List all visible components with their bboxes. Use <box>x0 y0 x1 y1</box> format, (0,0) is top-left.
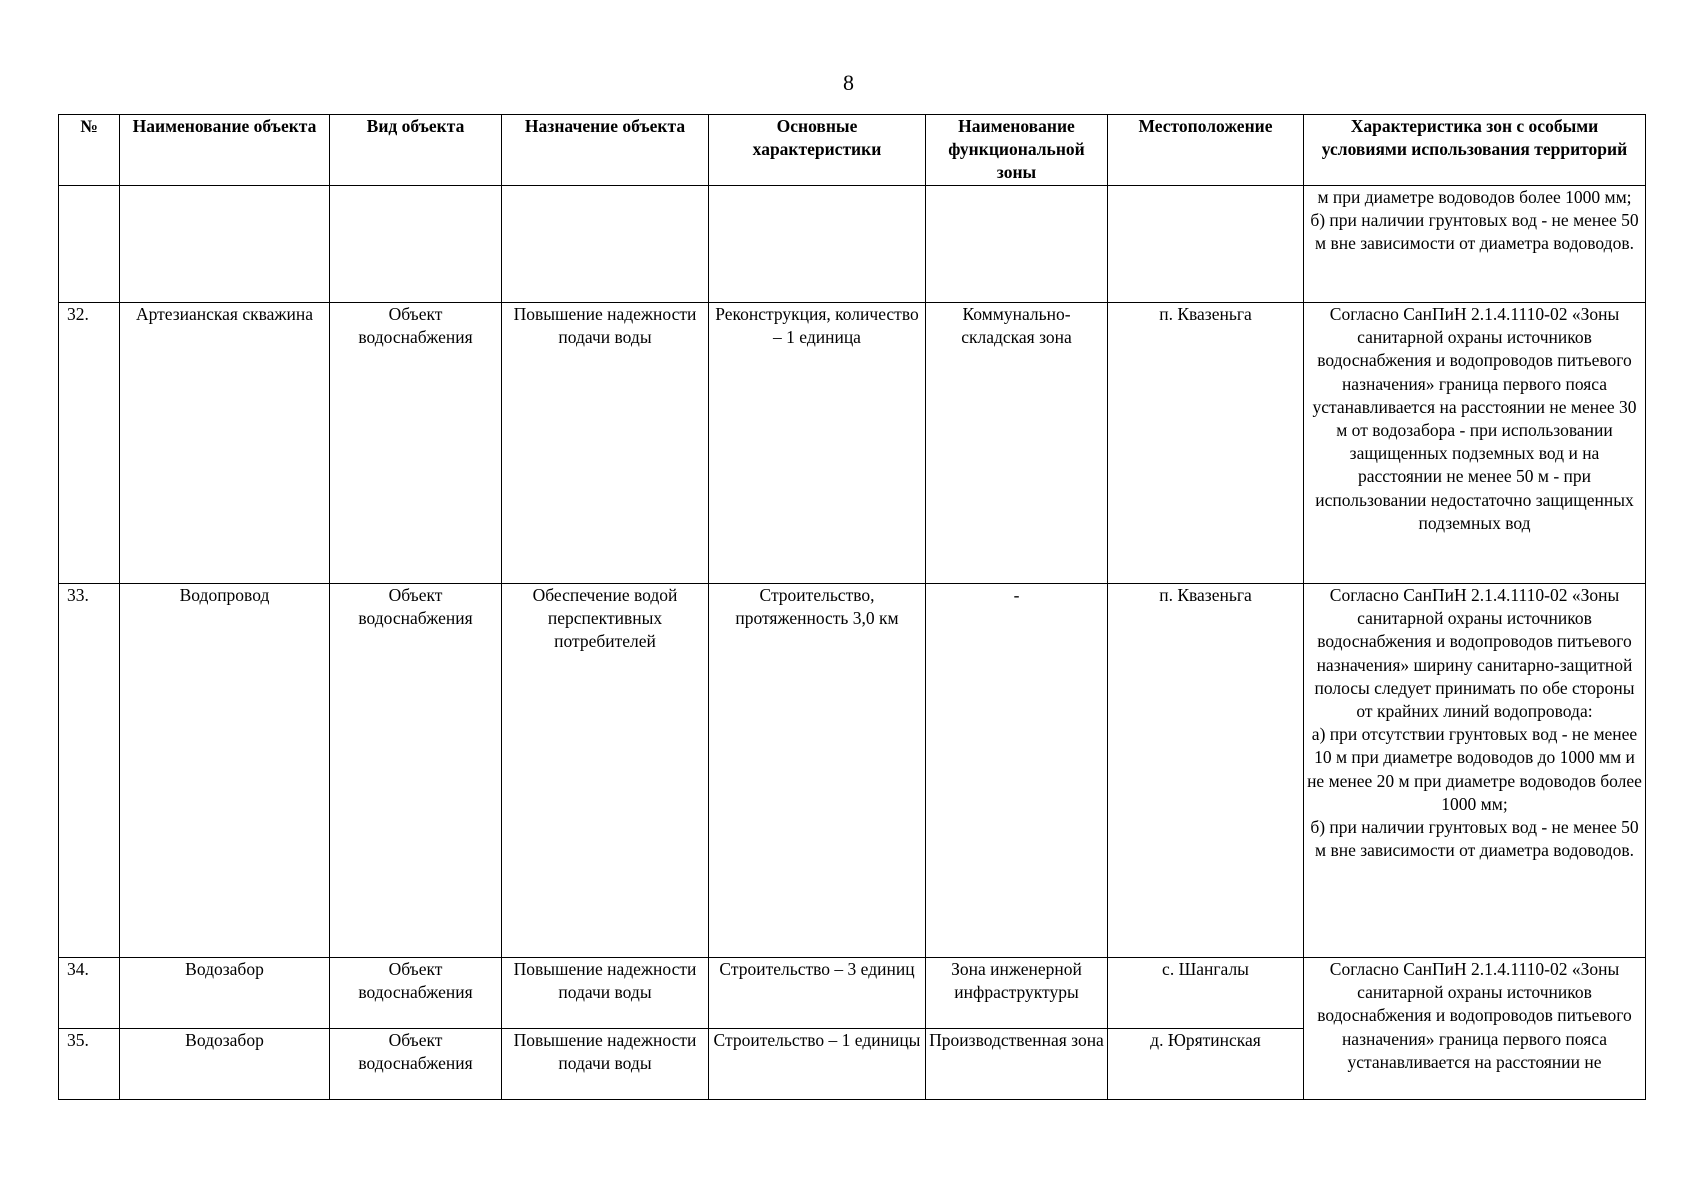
table-row <box>59 303 1646 584</box>
table-cell <box>502 186 709 303</box>
cell-location: п. Квазеньга <box>1108 303 1304 584</box>
cell-object-purpose: Повышение надежности подачи воды <box>502 303 709 584</box>
table-row <box>59 958 1646 1029</box>
cell-main-specs: Строительство, протяженность 3,0 км <box>709 584 926 958</box>
header-object-name: Наименование объекта <box>120 115 330 186</box>
table-row <box>59 584 1646 958</box>
header-functional-zone: Наименование функциональной зоны <box>926 115 1108 186</box>
cell-object-purpose: Повышение надежности подачи воды <box>502 958 709 1029</box>
cell-object-name: Водозабор <box>120 1029 330 1100</box>
cell-location: с. Шангалы <box>1108 958 1304 1029</box>
cell-object-type: Объект водоснабжения <box>330 958 502 1029</box>
header-location: Местоположение <box>1108 115 1304 186</box>
cell-object-type: Объект водоснабжения <box>330 1029 502 1100</box>
cell-location: д. Юрятинская <box>1108 1029 1304 1100</box>
cell-object-purpose: Повышение надежности подачи воды <box>502 1029 709 1100</box>
table-cell <box>330 186 502 303</box>
cell-object-name: Водопровод <box>120 584 330 958</box>
cell-main-specs: Реконструкция, количество – 1 единица <box>709 303 926 584</box>
cell-functional-zone: Производственная зона <box>926 1029 1108 1100</box>
table-cell <box>120 186 330 303</box>
header-object-purpose: Назначение объекта <box>502 115 709 186</box>
cell-number: 35. <box>59 1029 120 1100</box>
cell-characteristic: Согласно СанПиН 2.1.4.1110-02 «Зоны санитарной охраны источников водоснабжения и водопроводов питьевого назначения» ширину санитарно-защитной полосы следует принимать по обе стороны от крайних линий водопровода: а) при отсутствии грунтовых вод - не менее 10 м при диаметре водоводов до 1000 мм и не менее 20 м при диаметре водоводов более 1000 мм; б) при наличии грунтовых вод - не менее 50 м вне зависимости от диаметра водоводов. <box>1304 584 1646 958</box>
table-cell <box>1108 186 1304 303</box>
cell-object-name: Водозабор <box>120 958 330 1029</box>
cell-object-type: Объект водоснабжения <box>330 584 502 958</box>
table-header-row <box>59 115 1646 186</box>
page-number: 8 <box>843 70 854 95</box>
cell-object-type: Объект водоснабжения <box>330 303 502 584</box>
cell-object-name: Артезианская скважина <box>120 303 330 584</box>
table-cell <box>709 186 926 303</box>
cell-object-purpose: Обеспечение водой перспективных потребителей <box>502 584 709 958</box>
header-main-specs: Основные характеристики <box>709 115 926 186</box>
cell-functional-zone: Зона инженерной инфраструктуры <box>926 958 1108 1029</box>
cell-main-specs: Строительство – 3 единиц <box>709 958 926 1029</box>
table-cell <box>59 186 120 303</box>
header-number: № <box>59 115 120 186</box>
header-object-type: Вид объекта <box>330 115 502 186</box>
cell-functional-zone: Коммунально-складская зона <box>926 303 1108 584</box>
table-cell <box>926 186 1108 303</box>
cell-location: п. Квазеньга <box>1108 584 1304 958</box>
cell-number: 32. <box>59 303 120 584</box>
header-zone-characteristic: Характеристика зон с особыми условиями использования территорий <box>1304 115 1646 186</box>
cell-characteristic: Согласно СанПиН 2.1.4.1110-02 «Зоны санитарной охраны источников водоснабжения и водопроводов питьевого назначения» граница первого пояса устанавливается на расстоянии не менее 30 м от водозабора - при использовании защищенных подземных вод и на расстоянии не менее 50 м - при использовании недостаточно защищенных подземных вод <box>1304 303 1646 584</box>
table-row-continuation <box>59 186 1646 303</box>
objects-table <box>58 114 1646 1100</box>
cell-number: 34. <box>59 958 120 1029</box>
cell-characteristic: Согласно СанПиН 2.1.4.1110-02 «Зоны санитарной охраны источников водоснабжения и водопроводов питьевого назначения» граница первого пояса устанавливается на расстоянии не <box>1304 958 1646 1100</box>
cell-number: 33. <box>59 584 120 958</box>
cell-functional-zone: - <box>926 584 1108 958</box>
cell-characteristic: м при диаметре водоводов более 1000 мм; б) при наличии грунтовых вод - не менее 50 м вне зависимости от диаметра водоводов. <box>1304 186 1646 303</box>
cell-main-specs: Строительство – 1 единицы <box>709 1029 926 1100</box>
